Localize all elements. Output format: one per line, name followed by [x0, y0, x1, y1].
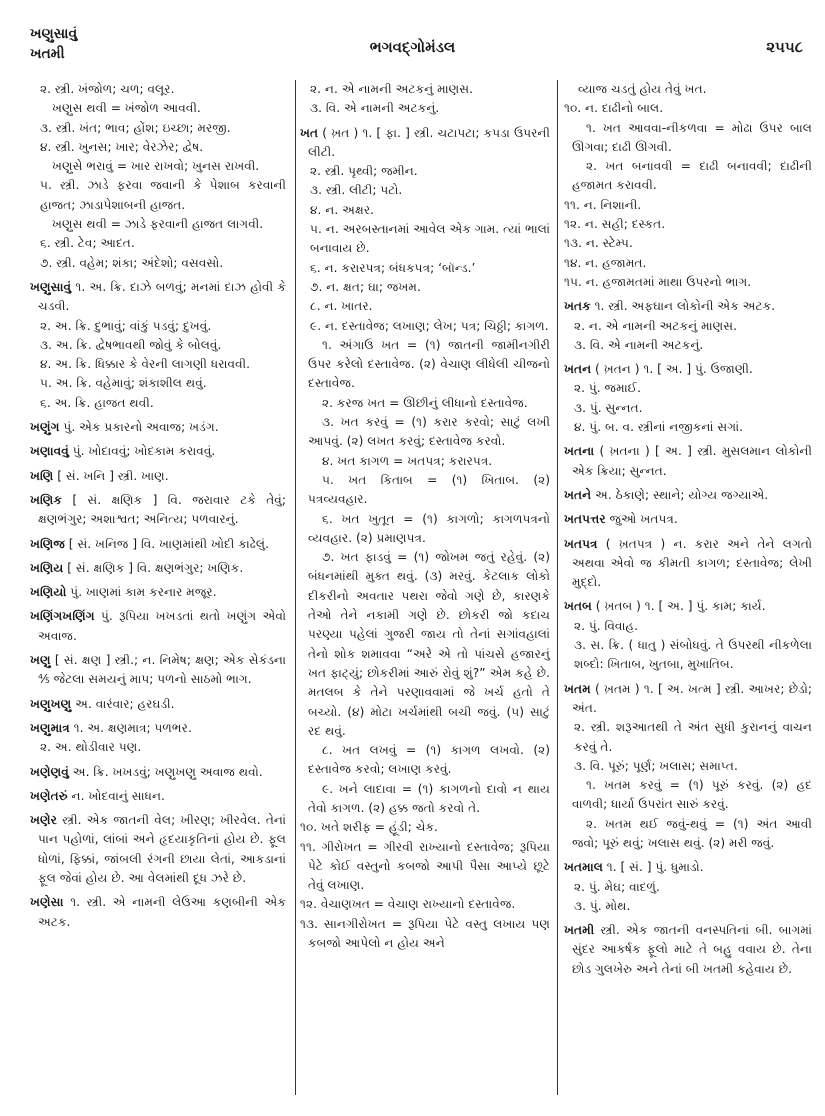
definition-text: સ્ત્રી. એક જાતની વનસ્પતિનાં બી. બાગમાં સુંદર આકર્ષક ફૂલો માટે તે બહુ વવાય છે. તેના છોડ ગુલખેરુ અને તેનાં બી ખતમી કહેવાય છે.	[572, 923, 812, 976]
headword: ખતપત્તર	[564, 512, 606, 527]
headword: ખતના	[564, 444, 595, 459]
sense-line: ૪. પું. બ. વ. સ્ત્રીનાં નજીકનાં સગાં.	[574, 420, 743, 435]
headword: ખતને	[564, 487, 592, 502]
column-3	[564, 80, 812, 979]
headword: ખણુખણુ	[30, 696, 72, 711]
dictionary-entry	[30, 763, 286, 782]
dictionary-entry	[30, 278, 286, 317]
sense-line: ૧૫. ન. હજામતમાં માથા ઉપરનો ભાગ.	[564, 274, 752, 289]
guide-word-last: ખતમી	[30, 46, 65, 62]
sense-line: ૫. સ્ત્રી. ઝાડે ફરવા જવાની કે પેશાબ કરવાની હાજત; ઝાડાપેશાબની હાજત.	[40, 178, 286, 212]
idiom-line: ૯. ખને લાદાવા = (૧) કાગળનો દાવો ન થાય તેવો કાગળ. (૨) હક્ક જતો કરવો તે.	[308, 781, 550, 815]
headword: ખણિ	[30, 468, 54, 483]
dictionary-entry	[564, 297, 812, 316]
idiom-line: ૫. ખત કિતાબ = (૧) ખિતાબ. (૨) પત્રવ્યવહાર.	[308, 472, 550, 507]
definition-text: અ. વારંવાર; હરઘડી.	[71, 696, 175, 711]
sense-line: ૧૧. ગીરોખત = ગીરવી રાખ્યાનો દસ્તાવેજ; રૂપિયા પેટે કોઈ વસ્તુનો કબજો આપી પૈસા આપ્યે છૂટે તેવું લખાણ.	[300, 839, 550, 893]
definition-text: અ. ક્રિ. ખખડવું; ખણુખણુ અવાજ થવો.	[68, 764, 263, 779]
definition-text: પું. ખોદાવવું; ખોદકામ કરાવવું.	[68, 444, 216, 459]
headword: ખણુસાવું	[30, 279, 72, 294]
headword: ખતન	[564, 362, 592, 377]
definition-text: ( ખ઼તના ) [ અ. ] સ્ત્રી. મુસલમાન લોકોની એક ક્રિયા; સુન્નત.	[572, 444, 812, 478]
headword: ખણિંગખણિંગ	[30, 609, 95, 624]
headword: ખણુ	[30, 653, 51, 668]
dictionary-entry	[564, 486, 812, 505]
continuation-line: વ્યાજ ચડતું હોય તેવું ખત.	[578, 82, 707, 96]
headword: ખત	[300, 125, 319, 140]
sense-line: ૨. સ્ત્રી. ખંજોળ; ચળ; વલૂર.	[40, 82, 175, 96]
sense-line: ૯. ન. દસ્તાવેજ; લખાણ; લેખ; પત્ર; ચિઠ્ઠી; કાગળ.	[310, 318, 549, 333]
idiom-line: ૧. ખતમ કરવું = (૧) પૂરું કરવું. (૨) હદ વાળવી; ધાર્યા ઉપરાંત સારું કરવું.	[572, 778, 812, 812]
sense-line: ૬. સ્ત્રી. ટેવ; આદત.	[40, 236, 135, 251]
definition-text: ( ખ઼તમ ) ૧. [ અ. ખત્મ ] સ્ત્રી. આખર; છેડો; અંત.	[572, 681, 812, 715]
headword: ખણેતરું	[30, 788, 68, 803]
idiom-line: ૭. ખત ફાડવું = (૧) જોખમ જતું રહેવું. (૨) બંધનમાંથી મુક્ત થવું. (૩) મરવું. કેટલાક લોકો દીકરીનો અવતાર પથરા જેવો ગણે છે, કારણકે તેઓ તેને નકામી ગણે છે. છોકરી જો કદાચ પરણ્યા પહેલાં ગુજરી જાય તો તેનાં સગાંવહાલાં તેનો શોક શમાવવા “અરે એ તો પાંચસે હજારનું ખત ફાટ્યું; છોકરીમાં આરું રોવું શું?” એમ કહે છે. મતલબ કે તેને પરણાવવામાં જે ખર્ચ હતો તે બચ્યો. (૪) મોટા ખર્ચમાંથી બચી જવું. (૫) સાટું રદ થવું.	[308, 550, 550, 738]
idiom-line: ખણુસ થવી = ખંજોળ આવવી.	[52, 101, 201, 116]
dictionary-entry	[30, 787, 286, 806]
dictionary-entry	[30, 583, 286, 602]
dictionary-entry	[30, 719, 286, 738]
definition-text: [ સં. ક્ષણ ] સ્ત્રી.; ન. નિમેષ; ક્ષણ; એક સેકંડના ⅘ જેટલા સમયનું માપ; પળનો સાઠમો ભાગ.	[38, 653, 286, 687]
definition-text: [ સં. ખનિ ] સ્ત્રી. ખાણ.	[53, 468, 169, 483]
dictionary-entry	[564, 442, 812, 481]
sense-line: ૩. સ. ક્રિ. ( ધાતુ ) સંબોધવું. તે ઉપરથી નીકળેલા શબ્દો: ખિતાબ, ખુતબા, મુખાતિબ.	[574, 638, 812, 672]
dictionary-entry	[564, 360, 812, 379]
column-2	[300, 80, 550, 953]
definition-text: ૧. અ. ક્રિ. દાઝે બળવું; મનમાં દાઝ હોવી કે ચડવી.	[38, 279, 286, 314]
dictionary-entry	[30, 607, 286, 646]
headword: ખતમ	[564, 681, 591, 696]
sense-line: ૧૨. ન. સહી; દસ્કત.	[564, 217, 666, 232]
headword: ખતક	[564, 299, 591, 314]
idiom-line: ૨. કરજ ખત = ઊછીનું લીધાનો દસ્તાવેજ.	[322, 395, 528, 410]
guide-word-first: ખણુસાવું	[30, 26, 78, 42]
sense-line: ૨. સ્ત્રી. પૃથ્વી; જમીન.	[310, 164, 418, 179]
sense-line: ૭. સ્ત્રી. વહેમ; શંકા; અંદેશો; વસવસો.	[40, 255, 224, 270]
definition-text: [ સં. ક્ષણિક ] વિ. ક્ષણભંગુર; ખણિક.	[63, 560, 244, 575]
definition-text: [ સં. ક્ષણિક ] વિ. જરાવાર ટકે તેવું; ક્ષણભંગુર; અશાશ્વત; અનિત્ય; પળવારનું.	[38, 492, 286, 527]
dictionary-entry	[564, 510, 812, 529]
dictionary-entry	[30, 559, 286, 578]
sense-line: ૩. પું. મોથ.	[574, 898, 631, 913]
dictionary-entry	[30, 893, 286, 932]
idiom-line: ખણુસ થવી = ઝાડે ફરવાની હાજત લાગવી.	[52, 217, 264, 232]
definition-text: ૧. સ્ત્રી. અફઘાન લોકોની એક અટક.	[590, 299, 776, 314]
sense-line: ૫. અ. ક્રિ. વહેમાવું; શંકાશીલ થવું.	[40, 376, 207, 391]
sense-line: ૫. ન. અરબસ્તાનમાં આવેલ એક ગામ. ત્યાં ભાલાં બનાવાય છે.	[310, 222, 550, 256]
headword: ખતબ	[564, 599, 592, 614]
dictionary-entry	[30, 442, 286, 461]
sense-line: ૨. સ્ત્રી. શરૂઆતથી તે અંત સુધી કુરાનનું વાચન કરવું તે.	[574, 720, 812, 754]
headword: ખણુંગ	[30, 420, 60, 435]
dictionary-entry	[564, 597, 812, 616]
sense-line: ૧૦. ન. દાઢીનો બાલ.	[564, 101, 664, 116]
sense-line: ૩. સ્ત્રી. ખંત; ભાવ; હોંશ; ઇચ્છા; મરજી.	[40, 120, 231, 135]
definition-text: ( ખ઼તબ ) ૧. [ અ. ] પું. કામ; કાર્ય.	[591, 599, 766, 614]
definition-text: સ્ત્રી. એક જાતની વેલ; ખીરણ; ખીરવેલ. તેનાં પાન પહોળાં, લાંબાં અને હૃદયાકૃતિનાં હોય છે. ફૂલ ધોળાં, ફિક્કાં, જાંબલી રંગની છાયા લેતાં, આકડાનાં ફૂલ જેવાં હોય છે. આ વેલમાંથી દૂધ ઝરે છે.	[38, 813, 286, 885]
headword: ખણિક	[30, 492, 63, 507]
definition-text: અ. ઠેકાણે; સ્થાને; યોગ્ય જગ્યાએ.	[591, 487, 769, 502]
definition-text: ૧. અ. ક્ષણમાત્ર; પળભર.	[69, 720, 192, 735]
sense-line: ૧૨. વેચાણખત = વેચાણ રાખ્યાનો દસ્તાવેજ.	[300, 897, 516, 912]
dictionary-entry	[30, 467, 286, 486]
sense-line: ૩. વિ. એ નામની અટકનું.	[574, 337, 704, 352]
sense-line: ૪. ન. અક્ષર.	[310, 202, 375, 217]
headword: ખણેસા	[30, 895, 64, 910]
idiom-line: ૪. ખત કાગળ = ખતપત્ર; કરારપત્ર.	[322, 453, 493, 468]
dictionary-entry	[300, 124, 550, 163]
idiom-line: ૮. ખત લખવું = (૧) કાગળ લખવો. (૨) દસ્તાવેજ કરવો; લખાણ કરવું.	[308, 743, 550, 777]
sense-line: ૩. વિ. એ નામની અટકનું.	[310, 101, 440, 116]
headword: ખણાવવું	[30, 444, 69, 459]
sense-line: ૩. સ્ત્રી. લીટી; પટો.	[310, 183, 403, 198]
idiom-line: ૨. ખત બનાવવી = દાઢી બનાવવી; દાઢીની હજામત કરાવવી.	[572, 159, 812, 193]
sense-line: ૩. વિ. પૂરું; પૂર્ણ; ખલાસ; સમાપ્ત.	[574, 758, 738, 773]
sense-line: ૨. અ. ક્રિ. દુભાવું; વાંકું પડવું; દુખવું.	[40, 318, 212, 333]
sense-line: ૮. ન. ખાતર.	[310, 299, 373, 314]
dictionary-entry	[30, 491, 286, 530]
definition-text: ન. ખોદવાનું સાધન.	[67, 788, 165, 803]
definition-text: ( ખ઼ત ) ૧. [ ફા. ] સ્ત્રી. ચટાપટા; કપડા ઉપરની લીટી.	[308, 125, 550, 159]
dictionary-entry	[564, 680, 812, 719]
idiom-line: ૬. ખત ખુતૂત = (૧) કાગળો; કાગળપત્રનો વ્યવહાર. (૨) પ્રમાણપત્ર.	[308, 511, 550, 545]
definition-text: જુઓ ખતપત્ર.	[605, 512, 678, 527]
idiom-line: ૧. અંગાઉ ખત = (૧) જાતની જામીનગીરી ઉપર કરેલો દસ્તાવેજ. (૨) વેચાણ લીધેલી ચીજનો દસ્તાવેજ.	[308, 337, 550, 391]
definition-text: પું. રૂપિયા ખખડતાં થતો ખણુંગ એવો અવાજ.	[38, 609, 286, 643]
sense-line: ૩. પું. સુન્નત.	[574, 400, 643, 415]
page-number: ૨૫૫૮	[766, 38, 803, 56]
sense-line: ૭. ન. ક્ષત; ઘા; જખમ.	[310, 279, 421, 294]
sense-line: ૧૩. સાનગીરોખત = રૂપિયા પેટે વસ્તુ લખાય પણ કબજો આપેલો ન હોય અને	[300, 916, 550, 951]
sense-line: ૨. ન. એ નામની અટકનું માણસ.	[310, 82, 474, 96]
sense-line: ૨. ન. એ નામની અટકનું માણસ.	[574, 318, 738, 333]
idiom-line: ૩. ખત કરવું = (૧) કરાર કરવો; સાટું લખી આપવું. (૨) લખત કરવું; દસ્તાવેજ કરવો.	[308, 415, 550, 449]
sense-line: ૬. અ. ક્રિ. હાજત થવી.	[40, 395, 154, 410]
headword: ખતપત્ર	[564, 536, 598, 551]
definition-text: પું. ખાણમાં કામ કરનાર મજૂર.	[66, 585, 217, 600]
page-title: ભગવદ્ગોમંડલ	[369, 38, 456, 56]
sense-line: ૨. પું. મેઘ; વાદળું.	[574, 879, 660, 894]
sense-line: ૩. અ. ક્રિ. દ્વેષભાવથી જોવું કે બોલવું.	[40, 337, 222, 352]
headword: ખતમી	[564, 923, 595, 938]
sense-line: ૨. પું. વિવાહ.	[574, 618, 639, 633]
dictionary-entry	[30, 695, 286, 714]
idiom-line: ૧. ખત આવવા-નીકળવા = મોઢા ઉપર બાલ ઊગવા; દાઢી ઊગવી.	[572, 120, 812, 154]
sense-line: ૧૪. ન. હજામત.	[564, 255, 647, 270]
definition-text: [ સં. ખનિજ ] વિ. ખાણમાંથી ખોદી કાઢેલું.	[64, 536, 269, 551]
definition-text: ( ખ઼તપત્ર ) ન. કરાર અને તેને લગતો અથવા એવો જ કીમતી કાગળ; દસ્તાવેજ; લેખી મુદ્દો.	[572, 536, 812, 590]
sense-line: ૧૦. ખતે શરીફ = હૂંડી; ચેક.	[300, 820, 438, 835]
headword: ખણિયો	[30, 585, 67, 600]
definition-text: પું. એક પ્રકારનો અવાજ; ખડંગ.	[59, 420, 219, 435]
sense-line: ૪. અ. ક્રિ. ધિક્કાર કે વેરની લાગણી ધરાવવી.	[40, 357, 251, 372]
dictionary-entry	[564, 535, 812, 593]
column-divider	[295, 80, 296, 1095]
headword: ખતમાલ	[564, 860, 603, 875]
sense-line: ૬. ન. કરારપત્ર; બંધકપત્ર; ‘બૉન્ડ.’	[310, 260, 476, 275]
dictionary-entry	[30, 811, 286, 888]
dictionary-entry	[564, 858, 812, 877]
headword: ખણિજ	[30, 536, 65, 551]
sense-line: ૨. અ. થોડીવાર પણ.	[40, 740, 142, 755]
dictionary-entry	[30, 651, 286, 690]
sense-line: ૧૧. ન. નિશાની.	[564, 197, 642, 212]
headword: ખણેણવું	[30, 764, 69, 779]
sense-line: ૧૩. ન. સ્ટેમ્પ.	[564, 236, 633, 251]
headword: ખણેર	[30, 813, 57, 828]
dictionary-entry	[30, 535, 286, 554]
column-1	[30, 80, 286, 932]
headword: ખણિય	[30, 560, 64, 575]
definition-text: ૧. [ સં. ] પું. ધુમાડો.	[602, 860, 704, 875]
sense-line: ૨. પું. જમાઈ.	[574, 381, 641, 396]
definition-text: ૧. સ્ત્રી. એ નામની લેઉઆ કણબીની એક અટક.	[38, 895, 286, 929]
headword: ખણુમાત્ર	[30, 720, 70, 735]
column-divider	[557, 80, 558, 1095]
idiom-line: ખણુસે ભરાવું = ખાર રાખવો; ખુનસ રાખવી.	[52, 159, 260, 174]
sense-line: ૪. સ્ત્રી. ખુનસ; ખાર; વેરઝેર; દ્વેષ.	[40, 139, 204, 154]
dictionary-entry	[30, 418, 286, 437]
dictionary-entry	[564, 921, 812, 979]
definition-text: ( ખ઼તન ) ૧. [ અ. ] પું. ઉજાણી.	[591, 362, 753, 377]
idiom-line: ૨. ખતમ થઈ જવું-થવું = (૧) અંત આવી જવો; પૂરું થવું; ખલાસ થવું. (૨) મરી જવું.	[572, 816, 812, 850]
